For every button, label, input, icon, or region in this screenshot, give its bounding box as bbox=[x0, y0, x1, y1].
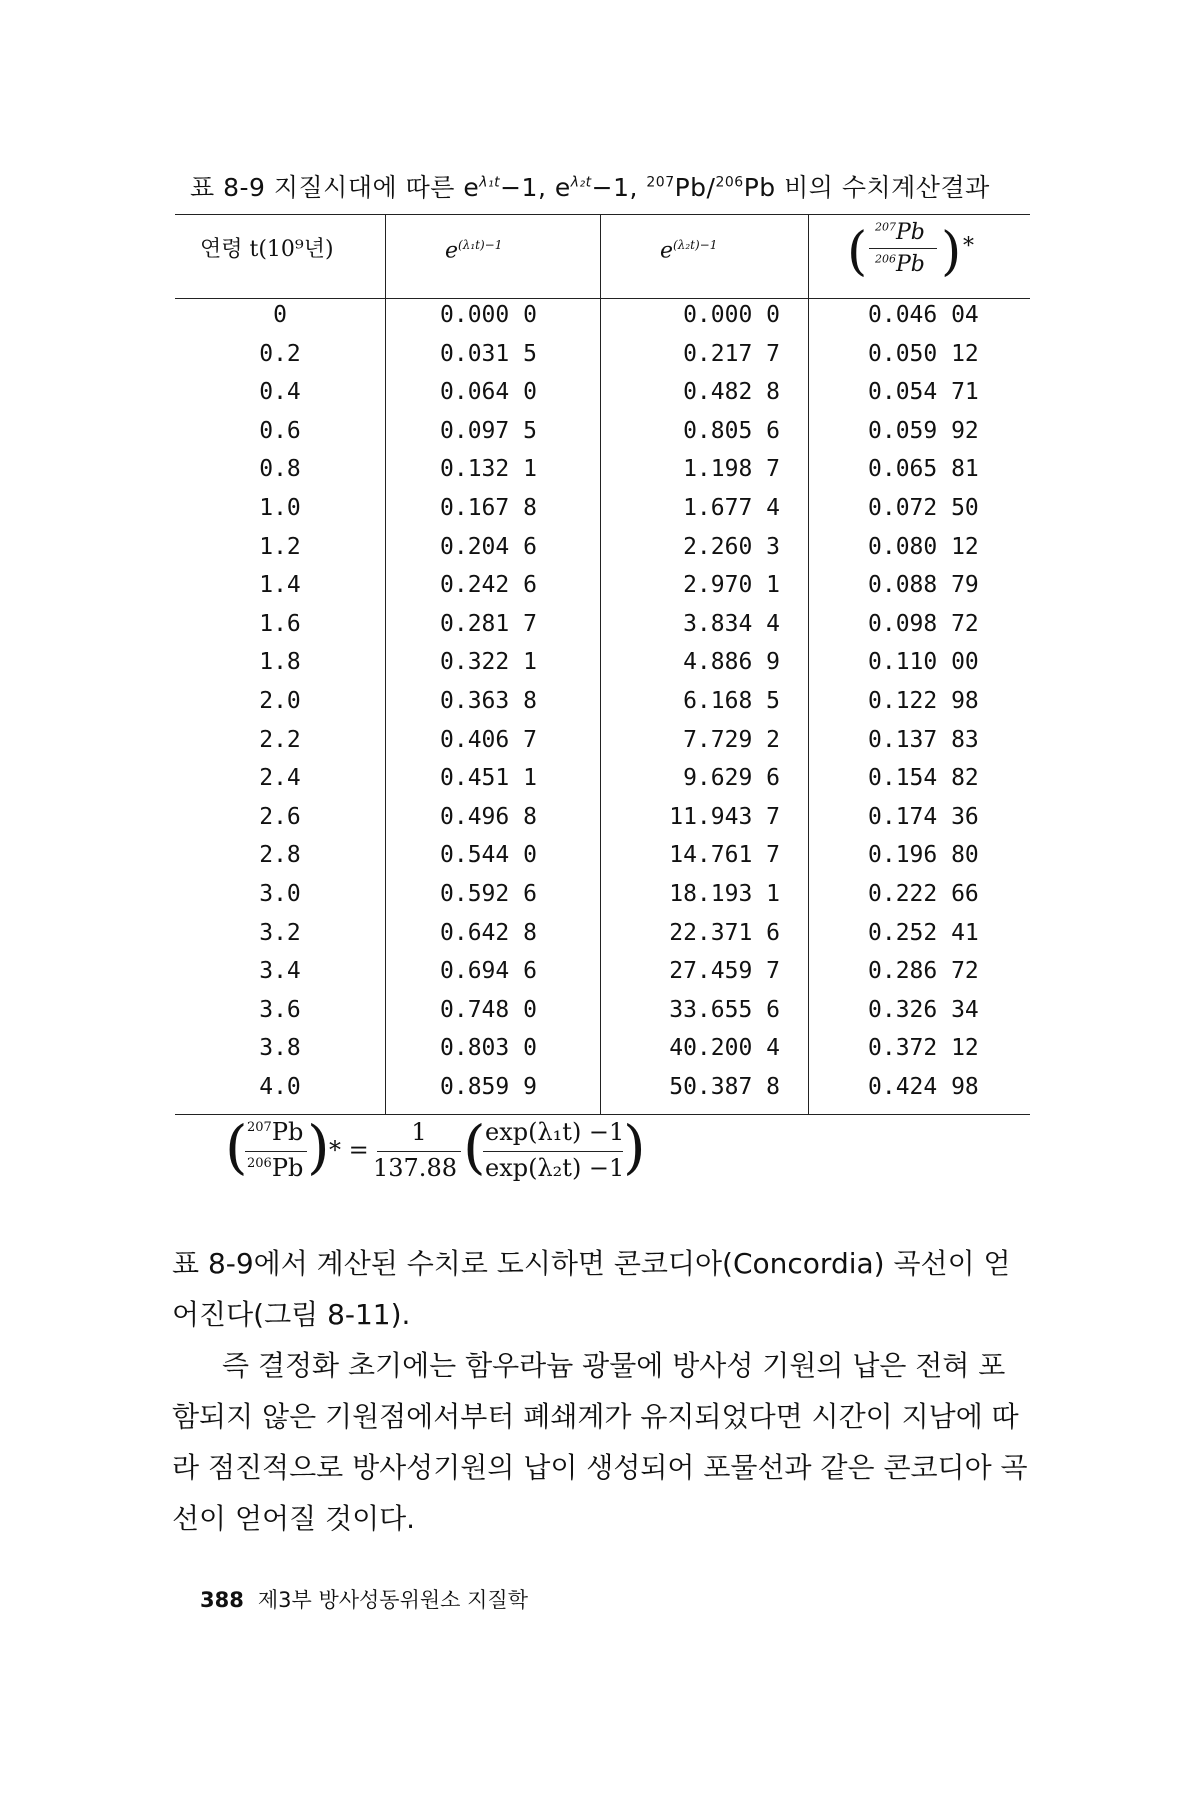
cell-e1: 0.748 0 bbox=[440, 996, 537, 1023]
table-row bbox=[0, 765, 1200, 803]
cell-ratio: 0.059 92 bbox=[868, 417, 979, 444]
table-top-rule bbox=[175, 214, 1030, 215]
cell-ratio: 0.065 81 bbox=[868, 456, 979, 483]
caption-iso-207: 207 bbox=[646, 174, 675, 191]
caption-iso-206: 206 bbox=[715, 174, 744, 191]
cell-e1: 0.097 5 bbox=[440, 417, 537, 444]
cell-e1: 0.167 8 bbox=[440, 495, 537, 521]
cell-age: 1.6 bbox=[259, 610, 301, 637]
cell-e1: 0.000 0 bbox=[440, 302, 537, 328]
left-paren: ( bbox=[847, 222, 868, 282]
cell-age: 1.0 bbox=[259, 495, 301, 521]
table-header-rule bbox=[175, 298, 1030, 299]
cell-e2: 0.805 6 bbox=[683, 417, 780, 444]
caption-exponent-2: λ₂t bbox=[570, 174, 592, 191]
header-ratio-numerator: $^{207}$Pb bbox=[875, 220, 925, 245]
paragraph-text: 즉 결정화 초기에는 함우라늄 광물에 방사성 기원의 납은 전혀 포함되지 않은 기원점에서부터 폐쇄계가 유지되었다면 시간이 지남에 따라 점진적으로 방사성기원의 납이 생성되어 포물선과 같은 콘코디아 곡선이 얻어질 것이다. bbox=[172, 1349, 1028, 1535]
table-row bbox=[0, 688, 1200, 726]
cell-age: 0.2 bbox=[259, 340, 301, 367]
header-ratio-denominator: $^{206}$Pb bbox=[875, 252, 925, 277]
cell-e2: 14.761 7 bbox=[669, 842, 780, 869]
cell-e2: 6.168 5 bbox=[683, 688, 780, 714]
right-paren: ) bbox=[307, 1113, 330, 1181]
header-age-label: 연령 t(10⁹년) bbox=[200, 237, 334, 262]
cell-e2: 11.943 7 bbox=[669, 803, 780, 830]
cell-e1: 0.859 9 bbox=[440, 1074, 537, 1100]
cell-age: 2.0 bbox=[259, 688, 301, 714]
header-age bbox=[200, 232, 334, 263]
table-row bbox=[0, 379, 1200, 417]
cell-e2: 18.193 1 bbox=[669, 881, 780, 907]
footnote-equals: * = bbox=[329, 1136, 369, 1164]
cell-ratio: 0.088 79 bbox=[868, 572, 979, 599]
table-bottom-rule bbox=[175, 1114, 1030, 1115]
cell-age: 3.4 bbox=[259, 958, 301, 985]
cell-age: 3.8 bbox=[259, 1035, 301, 1062]
table-row bbox=[0, 804, 1200, 842]
cell-age: 3.2 bbox=[259, 919, 301, 946]
header-e2-exponent: (λ₂t)−1 bbox=[673, 238, 718, 252]
cell-age: 4.0 bbox=[259, 1074, 301, 1100]
cell-e1: 0.031 5 bbox=[440, 340, 537, 367]
cell-e1: 0.642 8 bbox=[440, 919, 537, 946]
footnote-top-expression: exp(λ₁t) −1 bbox=[485, 1118, 625, 1146]
footnote-numerator: $^{207}$Pb bbox=[247, 1118, 304, 1146]
cell-ratio: 0.326 34 bbox=[868, 996, 979, 1023]
fraction-bar bbox=[483, 1151, 623, 1152]
cell-age: 0 bbox=[273, 302, 287, 328]
header-ratio-star: * bbox=[963, 234, 974, 259]
cell-ratio: 0.046 04 bbox=[868, 302, 979, 328]
cell-ratio: 0.372 12 bbox=[868, 1035, 979, 1062]
right-paren: ) bbox=[623, 1113, 646, 1181]
cell-e1: 0.132 1 bbox=[440, 456, 537, 483]
cell-e1: 0.496 8 bbox=[440, 803, 537, 830]
header-e1 bbox=[445, 238, 502, 263]
page-number: 388 bbox=[200, 1588, 244, 1612]
table-caption bbox=[190, 168, 1050, 204]
header-e2 bbox=[660, 238, 717, 263]
cell-e2: 1.198 7 bbox=[683, 456, 780, 483]
right-paren: ) bbox=[941, 222, 962, 282]
cell-e1: 0.544 0 bbox=[440, 842, 537, 869]
cell-e1: 0.694 6 bbox=[440, 958, 537, 985]
cell-e2: 7.729 2 bbox=[683, 726, 780, 753]
table-row bbox=[0, 611, 1200, 649]
cell-age: 1.8 bbox=[259, 649, 301, 676]
cell-age: 2.8 bbox=[259, 842, 301, 869]
cell-e2: 2.970 1 bbox=[683, 572, 780, 599]
table-row bbox=[0, 572, 1200, 610]
cell-age: 0.6 bbox=[259, 417, 301, 444]
body-paragraph-1 bbox=[172, 1238, 1032, 1340]
table-row bbox=[0, 649, 1200, 687]
cell-e2: 0.482 8 bbox=[683, 379, 780, 406]
cell-ratio: 0.054 71 bbox=[868, 379, 979, 406]
caption-prefix: 표 8-9 지질시대에 따른 e bbox=[190, 173, 480, 202]
fraction-bar bbox=[377, 1151, 461, 1152]
table-row bbox=[0, 341, 1200, 379]
page-footer bbox=[200, 1584, 528, 1614]
caption-mid-2: −1, bbox=[591, 173, 647, 202]
cell-ratio: 0.072 50 bbox=[868, 495, 979, 521]
cell-ratio: 0.196 80 bbox=[868, 842, 979, 869]
running-title: 제3부 방사성동위원소 지질학 bbox=[257, 1588, 528, 1612]
cell-age: 3.0 bbox=[259, 881, 301, 907]
table-row bbox=[0, 302, 1200, 340]
cell-ratio: 0.424 98 bbox=[868, 1074, 979, 1100]
cell-e2: 0.217 7 bbox=[683, 340, 780, 367]
body-paragraph-2 bbox=[172, 1340, 1032, 1544]
cell-e2: 27.459 7 bbox=[669, 958, 780, 985]
caption-mid-1: −1, e bbox=[500, 173, 571, 202]
cell-e1: 0.322 1 bbox=[440, 649, 537, 676]
cell-e1: 0.803 0 bbox=[440, 1035, 537, 1062]
cell-ratio: 0.154 82 bbox=[868, 765, 979, 792]
cell-ratio: 0.050 12 bbox=[868, 340, 979, 367]
fraction-bar bbox=[869, 248, 937, 249]
table-row bbox=[0, 958, 1200, 996]
cell-e2: 40.200 4 bbox=[669, 1035, 780, 1062]
cell-e2: 3.834 4 bbox=[683, 610, 780, 637]
fraction-bar bbox=[245, 1151, 307, 1152]
footnote-denominator: $^{206}$Pb bbox=[247, 1154, 304, 1182]
cell-e2: 1.677 4 bbox=[683, 495, 780, 521]
caption-suffix: Pb 비의 수치계산결과 bbox=[743, 173, 990, 202]
footnote-bottom-expression: exp(λ₂t) −1 bbox=[485, 1154, 625, 1182]
cell-age: 0.4 bbox=[259, 379, 301, 406]
caption-pb-a: Pb/ bbox=[674, 173, 716, 202]
table-row bbox=[0, 842, 1200, 880]
cell-e1: 0.363 8 bbox=[440, 688, 537, 714]
table-row bbox=[0, 534, 1200, 572]
table-row bbox=[0, 881, 1200, 919]
cell-ratio: 0.222 66 bbox=[868, 881, 979, 907]
table-row bbox=[0, 456, 1200, 494]
cell-e2: 50.387 8 bbox=[669, 1074, 780, 1100]
table-row bbox=[0, 1074, 1200, 1112]
table-row bbox=[0, 997, 1200, 1035]
cell-e2: 9.629 6 bbox=[683, 765, 780, 792]
cell-ratio: 0.098 72 bbox=[868, 610, 979, 637]
cell-age: 1.2 bbox=[259, 533, 301, 560]
cell-ratio: 0.286 72 bbox=[868, 958, 979, 985]
cell-e1: 0.406 7 bbox=[440, 726, 537, 753]
cell-ratio: 0.137 83 bbox=[868, 726, 979, 753]
cell-ratio: 0.252 41 bbox=[868, 919, 979, 946]
cell-e1: 0.064 0 bbox=[440, 379, 537, 406]
cell-e1: 0.204 6 bbox=[440, 533, 537, 560]
footnote-one: 1 bbox=[411, 1118, 427, 1146]
header-e2-base: e bbox=[660, 238, 674, 264]
caption-exponent-1: λ₁t bbox=[479, 174, 501, 191]
cell-e2: 4.886 9 bbox=[683, 649, 780, 676]
table-row bbox=[0, 1035, 1200, 1073]
cell-age: 3.6 bbox=[259, 996, 301, 1023]
cell-e1: 0.281 7 bbox=[440, 610, 537, 637]
cell-age: 2.4 bbox=[259, 765, 301, 792]
cell-ratio: 0.080 12 bbox=[868, 533, 979, 560]
cell-e1: 0.451 1 bbox=[440, 765, 537, 792]
table-row bbox=[0, 920, 1200, 958]
table-row bbox=[0, 727, 1200, 765]
cell-age: 1.4 bbox=[259, 572, 301, 599]
left-paren: ( bbox=[463, 1113, 486, 1181]
paragraph-text: 표 8-9에서 계산된 수치로 도시하면 콘코디아(Concordia) 곡선이 얻어진다(그림 8-11). bbox=[172, 1247, 1011, 1331]
cell-ratio: 0.122 98 bbox=[868, 688, 979, 714]
cell-ratio: 0.174 36 bbox=[868, 803, 979, 830]
footnote-constant: 137.88 bbox=[373, 1154, 457, 1182]
left-paren: ( bbox=[225, 1113, 248, 1181]
cell-ratio: 0.110 00 bbox=[868, 649, 979, 676]
header-e1-base: e bbox=[445, 238, 459, 264]
header-e1-exponent: (λ₁t)−1 bbox=[458, 238, 503, 252]
cell-e2: 33.655 6 bbox=[669, 996, 780, 1023]
table-row bbox=[0, 495, 1200, 533]
cell-age: 2.2 bbox=[259, 726, 301, 753]
cell-e1: 0.242 6 bbox=[440, 572, 537, 599]
cell-e1: 0.592 6 bbox=[440, 881, 537, 907]
cell-age: 0.8 bbox=[259, 456, 301, 483]
cell-age: 2.6 bbox=[259, 803, 301, 830]
table-row bbox=[0, 418, 1200, 456]
cell-e2: 22.371 6 bbox=[669, 919, 780, 946]
cell-e2: 0.000 0 bbox=[683, 302, 780, 328]
cell-e2: 2.260 3 bbox=[683, 533, 780, 560]
